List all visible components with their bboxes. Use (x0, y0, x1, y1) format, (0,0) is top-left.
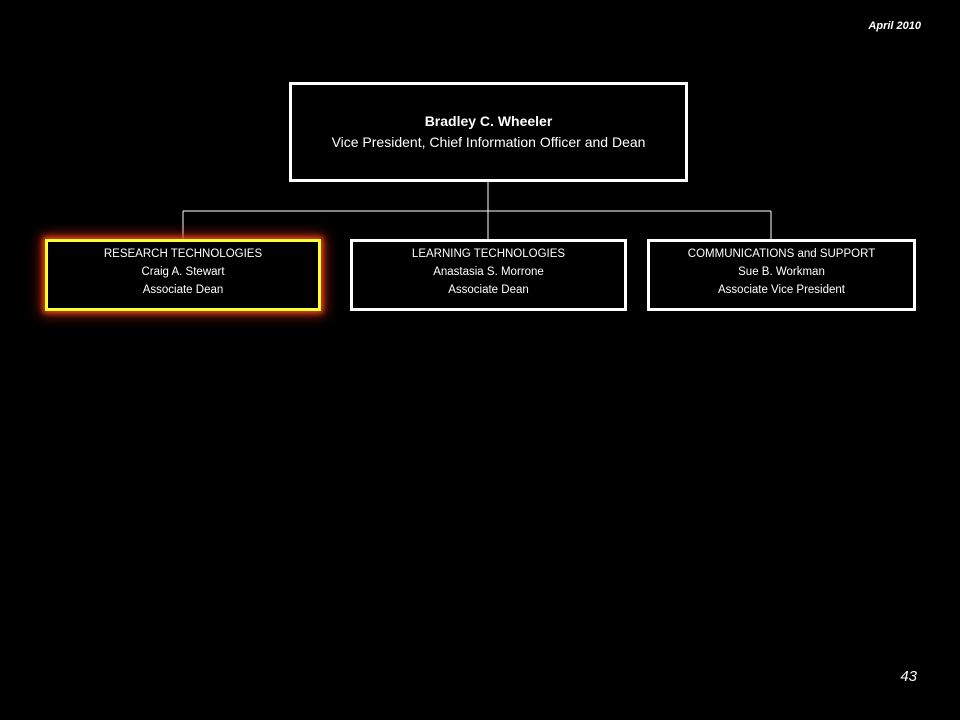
unit-role: Associate Dean (448, 284, 529, 296)
unit-person: Sue B. Workman (738, 266, 825, 278)
slide-date: April 2010 (868, 20, 921, 32)
unit-name: LEARNING TECHNOLOGIES (411, 248, 566, 260)
unit-person: Craig A. Stewart (141, 266, 225, 278)
org-box-communications-support[interactable] (647, 239, 916, 311)
org-box-learning-technologies[interactable] (350, 239, 627, 311)
unit-role: Associate Vice President (718, 284, 845, 296)
unit-name: RESEARCH TECHNOLOGIES (103, 248, 263, 260)
org-box-top[interactable] (289, 82, 688, 182)
top-person-title: Vice President, Chief Information Officer and Dean (331, 134, 646, 150)
top-person-name: Bradley C. Wheeler (424, 113, 553, 129)
unit-person: Anastasia S. Morrone (433, 266, 544, 278)
unit-role: Associate Dean (142, 284, 224, 296)
org-box-research-technologies[interactable] (45, 239, 321, 311)
unit-name: COMMUNICATIONS and SUPPORT (687, 248, 876, 260)
page-number: 43 (900, 668, 917, 685)
